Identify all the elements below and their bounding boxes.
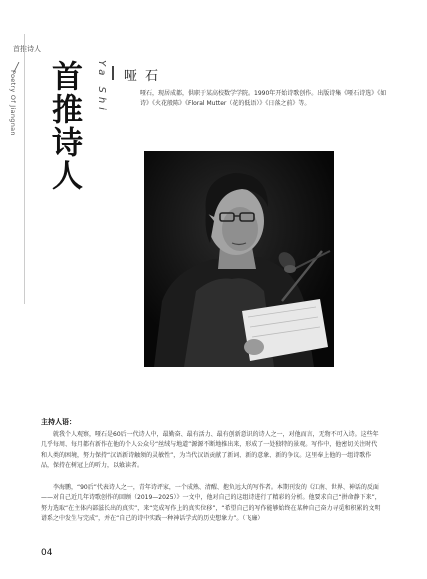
header-calligraphy: 首推诗人: [13, 45, 41, 53]
host-remarks-label: 主持人语：: [41, 418, 76, 426]
poet-name-bar: [112, 66, 114, 80]
poet-pinyin: Ya Shi: [96, 60, 107, 114]
page-number: 04: [41, 548, 53, 558]
poet-photo: [144, 151, 334, 367]
poet-name: 哑石: [124, 69, 167, 84]
section-title: 首推诗人: [46, 60, 82, 192]
side-rule: [24, 34, 25, 304]
poet-name-block: [112, 58, 179, 88]
host-paragraph-1: 就我个人观察，哑石是60后一代诗人中，最勤奋、最有活力、最有创新意识的诗人之一，对他而言，无物不可入诗。这些年几乎每周、每月都有新作在他的个人公众号“丝绒与地道”源源不断地推出来，形成了一处独特的景观。写作中，他密切关注时代和人类的困境，努力保持“汉语新诗触须的灵敏性”，为当代汉语贡献了新词、新的意象、新的争议。这里奉上他的一组诗歌作品，保持在树冠上的听力，以飨读者。: [41, 431, 379, 469]
header-english-label: Poetry Of Jiangnan: [9, 70, 17, 136]
host-paragraph-2: 李海鹏，“90后”代表诗人之一，青年诗评家，一个成熟、清醒、抱负远大的写作者。本期刊发的《江南、世界、神话的反面——对自己近几年诗歌创作的回顾（2019—2025）》一文中，他对自己的这组诗进行了精彩的分析。他要求自己“拼命静下来”，努力选取“在主体内部滋长出的真实”，来“完成写作上的真实位移”，“希望自己的写作能够始终在某种自己奋力寻觅和积累的文明谱系之中发生与完成”，并在“自己的诗中实践一种神话学式的历史想象力”。（飞廉）: [41, 484, 381, 522]
poet-bio: 哑石，现居成都，供职于某高校数学学院。1990年开始诗歌创作。出版诗集《哑石诗选》《如诗》《火花般陈》《Floral Mutter（花的低语）》《日落之前》等。: [140, 90, 387, 107]
